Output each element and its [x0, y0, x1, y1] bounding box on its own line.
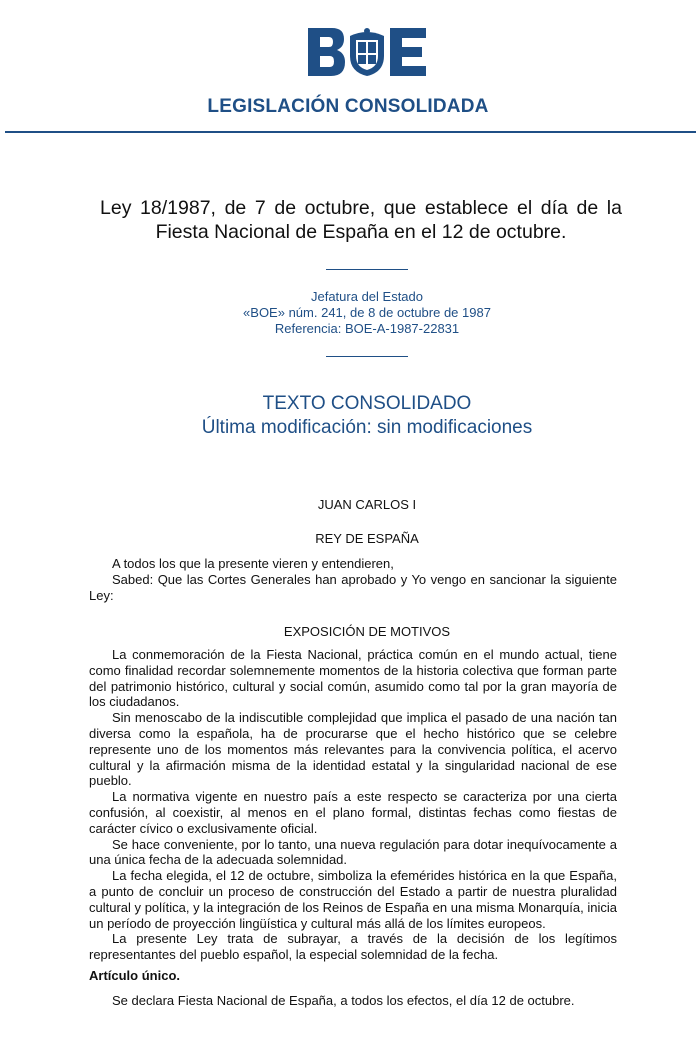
exposicion-body: [89, 647, 617, 963]
law-metadata: [0, 289, 696, 337]
divider-upper: [326, 269, 408, 270]
article-heading: Artículo único.: [89, 968, 180, 983]
divider-lower: [326, 356, 408, 357]
boe-reference: «BOE» núm. 241, de 8 de octubre de 1987: [243, 305, 491, 320]
exposicion-paragraph: Sin menoscabo de la indiscutible complejidad que implica el pasado de una nación tan diversa como la española, ha de procurarse que el hecho histórico que se celebre represente uno de los momentos más relevantes para la convivencia política, el acervo cultural y la afirmación misma de la identidad estatal y la singularidad nacional de ese pueblo.: [89, 710, 617, 789]
exposicion-heading: EXPOSICIÓN DE MOTIVOS: [283, 624, 451, 639]
exposicion-paragraph: La normativa vigente en nuestro país a este respecto se caracteriza por una cierta confusión, al coexistir, al menos en el plano formal, distintas fechas como fiestas de carácter cívico o exclusivamente oficial.: [89, 789, 617, 836]
boe-logo: [306, 26, 428, 78]
exposicion-paragraph: Se hace conveniente, por lo tanto, una nueva regulación para dotar inequívocamente a una única fecha de la adecuada solemnidad.: [89, 836, 617, 868]
law-title: Ley 18/1987, de 7 de octubre, que establece el día de la Fiesta Nacional de España en el 12 de octubre.: [100, 197, 622, 243]
king-title: REY DE ESPAÑA: [315, 531, 419, 546]
king-name: JUAN CARLOS I: [317, 497, 417, 512]
exposicion-paragraph: La presente Ley trata de subrayar, a través de la decisión de los legítimos representantes del pueblo español, la especial solemnidad de la fecha.: [89, 931, 617, 963]
preamble-paragraph: Sabed: Que las Cortes Generales han aprobado y Yo vengo en sancionar la siguiente Ley:: [89, 571, 617, 603]
consolidated-block: [0, 392, 696, 440]
preamble: [89, 556, 617, 603]
boe-logo-graphic: [306, 26, 428, 78]
header-divider: [5, 131, 696, 133]
preamble-paragraph: A todos los que la presente vieren y entendieren,: [112, 556, 394, 571]
consolidated-heading: TEXTO CONSOLIDADO: [262, 393, 472, 414]
article-text: Se declara Fiesta Nacional de España, a todos los efectos, el día 12 de octubre.: [112, 993, 575, 1008]
section-title: LEGISLACIÓN CONSOLIDADA: [207, 96, 489, 117]
coat-of-arms-icon: [350, 28, 384, 76]
department: Jefatura del Estado: [310, 289, 424, 304]
exposicion-paragraph: La conmemoración de la Fiesta Nacional, práctica común en el mundo actual, tiene como finalidad recordar solemnemente momentos de la historia colectiva que forman parte del patrimonio histórico, cultural y social común, asumido como tal por la gran mayoría de los ciudadanos.: [89, 647, 617, 710]
last-modification: Última modificación: sin modificaciones: [201, 417, 533, 438]
exposicion-paragraph: La fecha elegida, el 12 de octubre, simboliza la efemérides histórica en la que España, a punto de concluir un proceso de construcción del Estado a partir de nuestra pluralidad cultural y política, y la integración de los Reinos de España en una misma Monarquía, inicia un período de proyección lingüística y cultural más allá de los límites europeos.: [89, 868, 617, 931]
reference-code: Referencia: BOE-A-1987-22831: [274, 321, 460, 336]
